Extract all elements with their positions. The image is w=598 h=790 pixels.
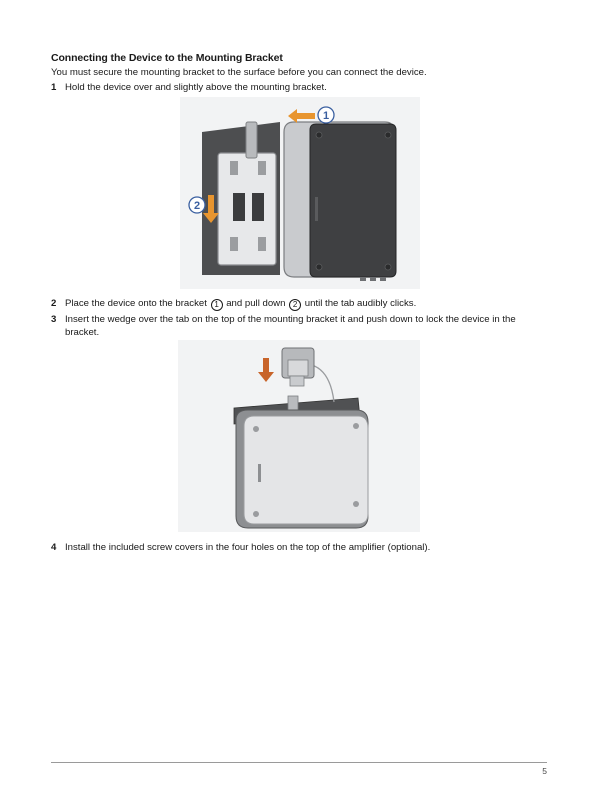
device-bracket-illustration [180, 97, 420, 289]
step-text: Install the included screw covers in the four holes on the top of the amplifier (optional). [65, 542, 431, 553]
section-heading: Connecting the Device to the Mounting Bracket [51, 52, 283, 64]
callout-marker-1: 1 [211, 299, 223, 311]
svg-text:2: 2 [193, 200, 201, 212]
footer-divider [51, 762, 547, 763]
step-text: Insert the wedge over the tab on the top of the mounting bracket it and push down to lock the device in the bracket. [65, 314, 516, 338]
device-face [244, 416, 368, 524]
bracket-tab [246, 122, 257, 158]
callout-marker-2: 2 [289, 299, 301, 311]
step-2 [51, 297, 551, 311]
step-text: Hold the device over and slightly above the mounting bracket. [65, 82, 327, 93]
step-number: 3 [51, 314, 57, 325]
mounting-bracket [218, 153, 276, 265]
intro-text: You must secure the mounting bracket to the surface before you can connect the device. [51, 67, 427, 78]
wedge-insertion-illustration [178, 340, 420, 532]
svg-text:1: 1 [322, 110, 330, 122]
step-number: 4 [51, 542, 57, 553]
step-1 [51, 81, 551, 94]
device-face [310, 124, 396, 277]
step-text: Place the device onto the bracket 1 and pull down 2 until the tab audibly clicks. [65, 298, 417, 309]
page-number: 5 [542, 766, 547, 776]
step-3 [51, 313, 551, 339]
step-number: 2 [51, 298, 57, 309]
step-4 [51, 541, 551, 554]
step-number: 1 [51, 82, 57, 93]
